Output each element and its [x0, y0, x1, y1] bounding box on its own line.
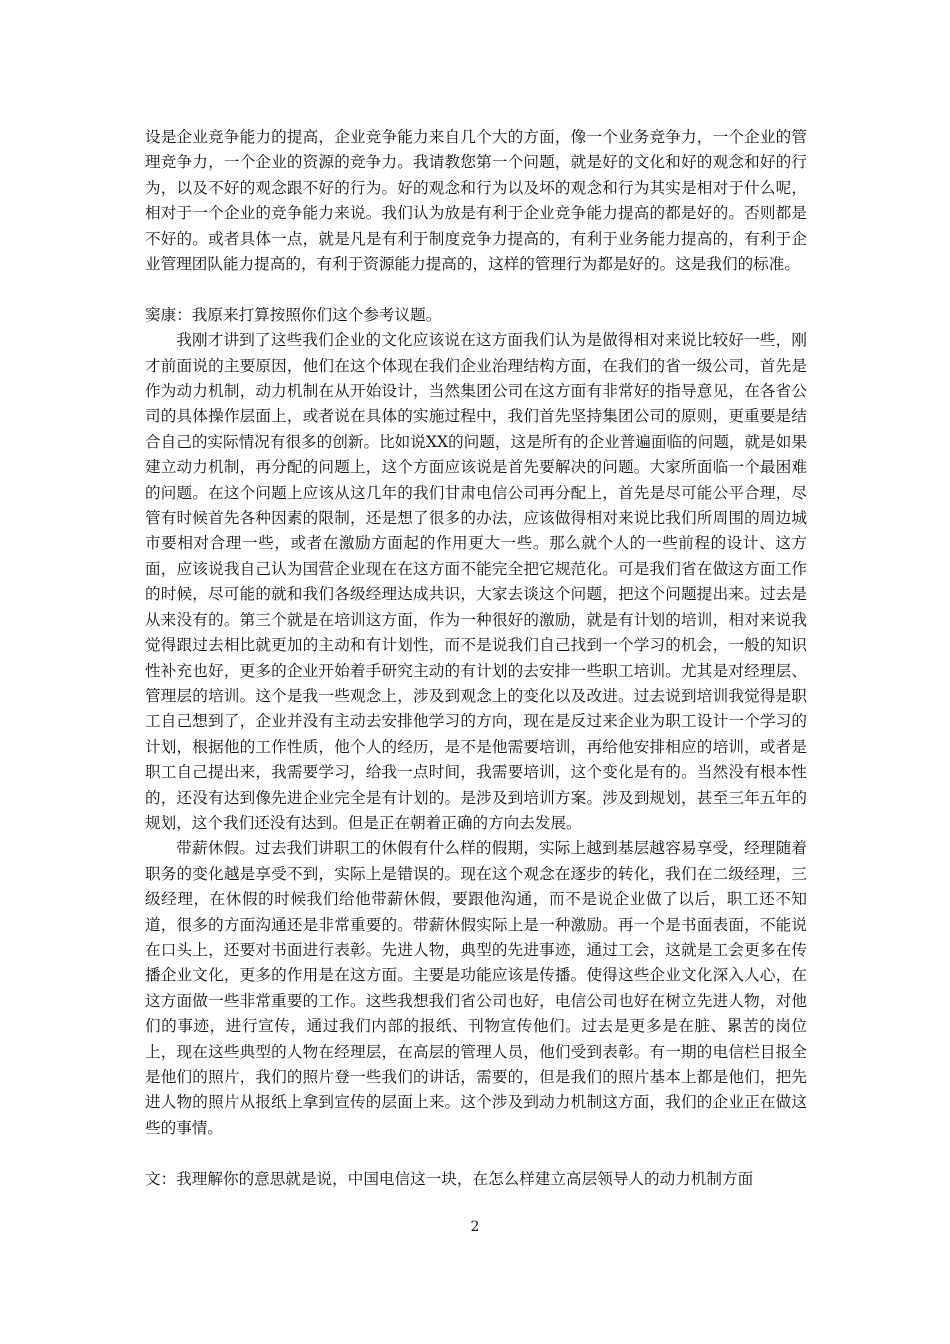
paragraph-3: 我刚才讲到了这些我们企业的文化应该说在这方面我们认为是做得相对来说比较好一些，刚才前面说的主要原因，他们在这个体现在我们企业治理结构方面，在我们的省一级公司，首先是作为动力机制，动力机制在从开始设计，当然集团公司在这方面有非常好的指导意见，在各省公司的具体操作层面上，或者说在具体的实施过程中，我们首先坚持集团公司的原则，更重要是结合自己的实际情况有很多的创新。比如说XX的问题，这是所有的企业普遍面临的问题，就是如果建立动力机制，再分配的问题上，这个方面应该说是首先要解决的问题。大家所面临一个最困难的问题。在这个问题上应该从这几年的我们甘肃电信公司再分配上，首先是尽可能公平合理，尽管有时候首先各种因素的限制，还是想了很多的办法，应该做得相对来说比我们所周围的周边城市要相对合理一些，或者在激励方面起的作用更大一些。那么就个人的一些前程的设计、这方面，应该说我自己认为国营企业现在在这方面不能完全把它规范化。可是我们省在做这方面工作的时候，尽可能的就和我们各级经理达成共识，大家去谈这个问题，把这个问题提出来。过去是从来没有的。第三个就是在培训这方面，作为一种很好的激励，就是有计划的培训，相对来说我觉得跟过去相比就更加的主动和有计划性，而不是说我们自己找到一个学习的机会，一般的知识性补充也好，更多的企业开始着手研究主动的有计划的去安排一些职工培训。尤其是对经理层、管理层的培训。这个是我一些观念上，涉及到观念上的变化以及改进。过去说到培训我觉得是职工自己想到了，企业并没有主动去安排他学习的方向，现在是反过来企业为职工设计一个学习的计划，根据他的工作性质，他个人的经历，是不是他需要培训，再给他安排相应的培训，或者是职工自己提出来，我需要学习，给我一点时间，我需要培训，这个变化是有的。当然没有根本性的，还没有达到像先进企业完全是有计划的。是涉及到培训方案。涉及到规划，甚至三年五年的规划，这个我们还没有达到。但是正在朝着正确的方向去发展。 [145, 331, 807, 832]
paragraph-5: 文：我理解你的意思就是说，中国电信这一块，在怎么样建立高层领导人的动力机制方面 [145, 1169, 754, 1188]
page-number: 2 [470, 1219, 480, 1235]
paragraph-4: 带薪休假。过去我们讲职工的休假有什么样的假期，实际上越到基层越容易享受，经理随着职务的变化越是享受不到，实际上是错误的。现在这个观念在逐步的转化，我们在二级经理，三级经理，在休假的时候我们给他带薪休假，要跟他沟通，而不是说企业做了以后，职工还不知道，很多的方面沟通还是非常重要的。带薪休假实际上是一种激励。再一个是书面表面，不能说在口头上，还要对书面进行表彰。先进人物，典型的先进事迹，通过工会，这就是工会更多在传播企业文化，更多的作用是在这方面。主要是功能应该是传播。使得这些企业文化深入人心，在这方面做一些非常重要的工作。这些我想我们省公司也好，电信公司也好在树立先进人物，对他们的事迹，进行宣传，通过我们内部的报纸、刊物宣传他们。过去是更多是在脏、累苦的岗位上，现在这些典型的人物在经理层，在高层的管理人员，他们受到表彰。有一期的电信栏目报全是他们的照片，我们的照片登一些我们的讲话，需要的，但是我们的照片基本上都是他们，把先进人物的照片从报纸上拿到宣传的层面上来。这个涉及到动力机制这方面，我们的企业正在做这些的事情。 [145, 839, 807, 1137]
document-body [145, 125, 807, 1192]
paragraph-1: 设是企业竞争能力的提高，企业竞争能力来自几个大的方面，像一个业务竞争力，一个企业的管理竞争力，一个企业的资源的竞争力。我请教您第一个问题，就是好的文化和好的观念和好的行为，以及不好的观念跟不好的行为。好的观念和行为以及坏的观念和行为其实是相对于什么呢，相对于一个企业的竞争能力来说。我们认为放是有利于企业竞争能力提高的都是好的。否则都是不好的。或者具体一点，就是凡是有利于制度竞争力提高的，有利于业务能力提高的，有利于企业管理团队能力提高的，有利于资源能力提高的，这样的管理行为都是好的。这是我们的标准。 [145, 128, 807, 274]
paragraph-gap [145, 1141, 807, 1166]
paragraph-2: 窦康：我原来打算按照你们这个参考议题。 [145, 305, 442, 324]
paragraph-gap [145, 277, 807, 302]
